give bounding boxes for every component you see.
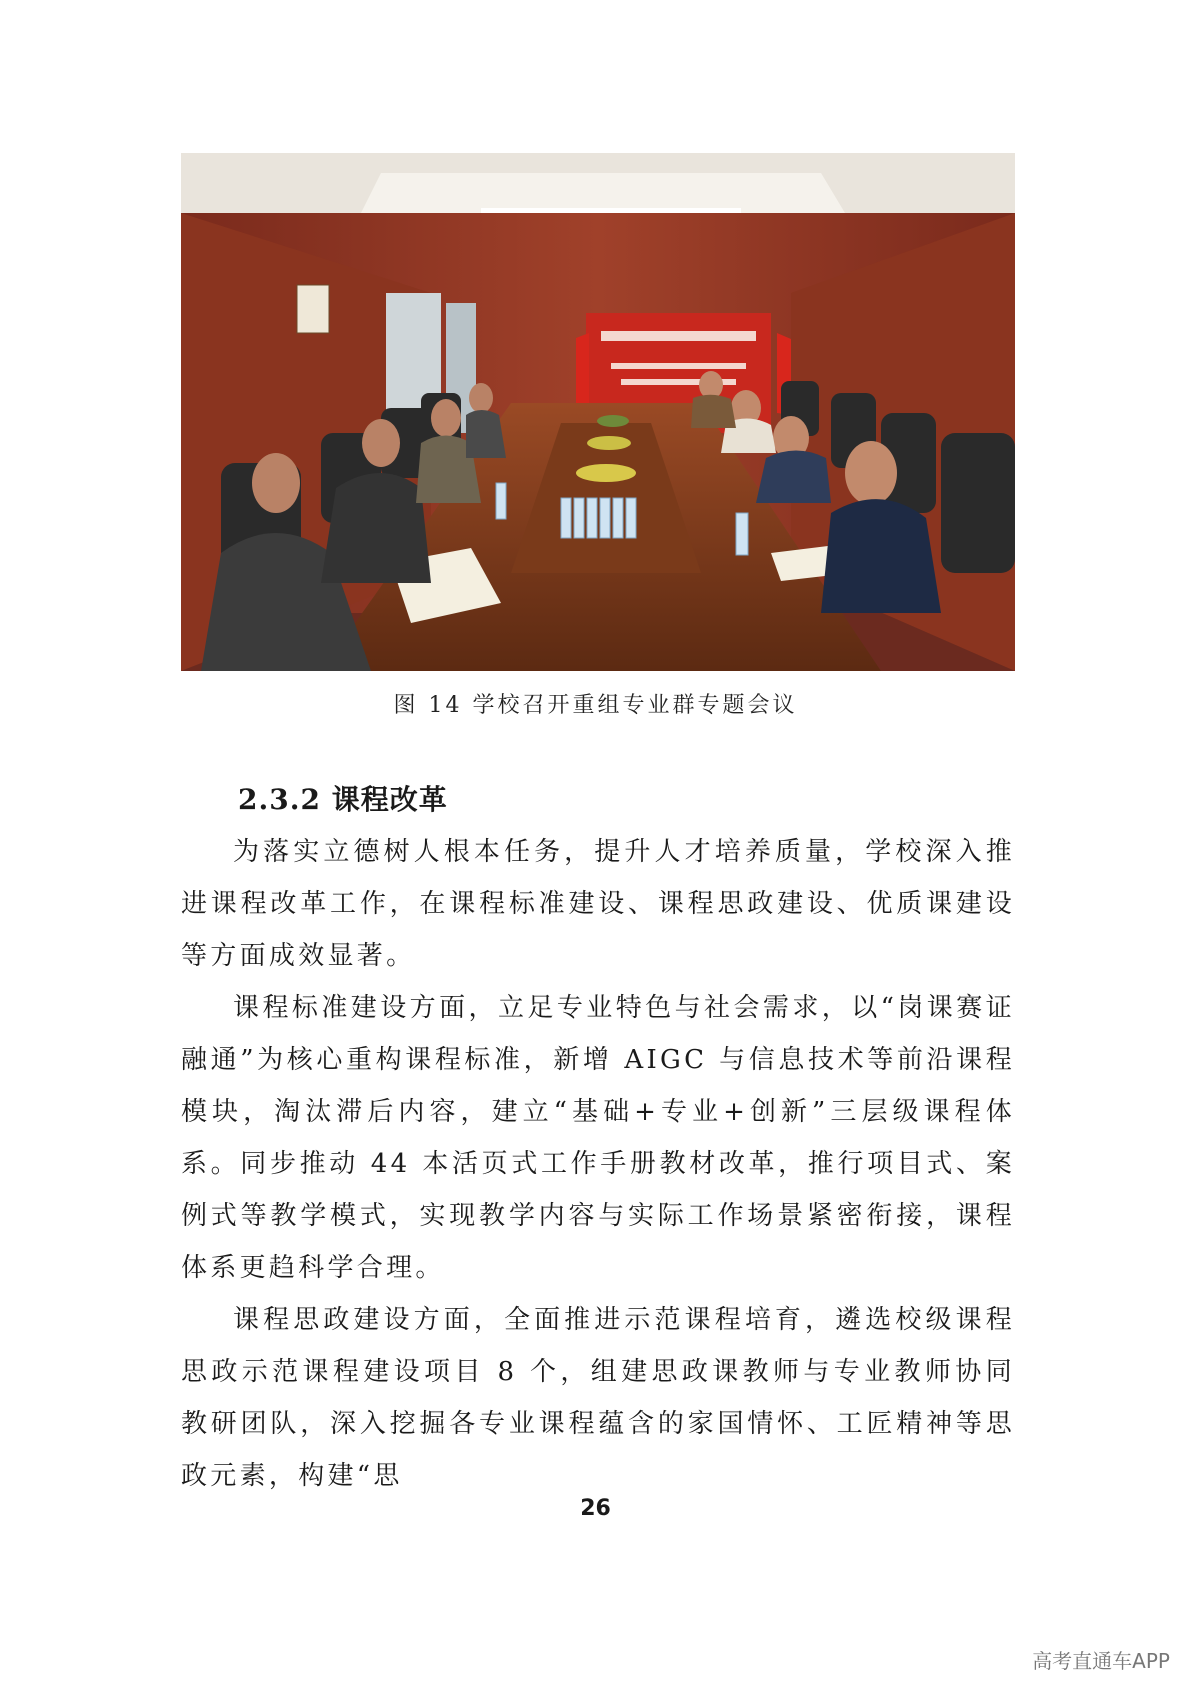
figure-caption: 图 14 学校召开重组专业群专题会议 bbox=[393, 693, 798, 718]
section-heading: 2.3.2 课程改革 bbox=[238, 783, 448, 816]
paragraph: 课程思政建设方面，全面推进示范课程培育，遴选校级课程思政示范课程建设项目 8 个，组建思政课教师与专业教师协同教研团队，深入挖掘各专业课程蕴含的家国情怀、工匠精神等思政元素，构建“思 bbox=[181, 1305, 1015, 1491]
meeting-photo bbox=[181, 153, 1015, 671]
body-text bbox=[181, 826, 1015, 1502]
meeting-room-illustration bbox=[181, 153, 1015, 671]
page-number: 26 bbox=[580, 1496, 611, 1521]
watermark: 高考直通车APP bbox=[1032, 1649, 1170, 1673]
paragraph: 课程标准建设方面，立足专业特色与社会需求，以“岗课赛证融通”为核心重构课程标准，新增 AIGC 与信息技术等前沿课程模块，淘汰滞后内容，建立“基础+专业+创新”三层级课程体系。同步推动 44 本活页式工作手册教材改革，推行项目式、案例式等教学模式，实现教学内容与实际工作场景紧密衔接，课程体系更趋科学合理。 bbox=[181, 993, 1015, 1283]
paragraph: 为落实立德树人根本任务，提升人才培养质量，学校深入推进课程改革工作，在课程标准建设、课程思政建设、优质课建设等方面成效显著。 bbox=[181, 837, 1015, 971]
